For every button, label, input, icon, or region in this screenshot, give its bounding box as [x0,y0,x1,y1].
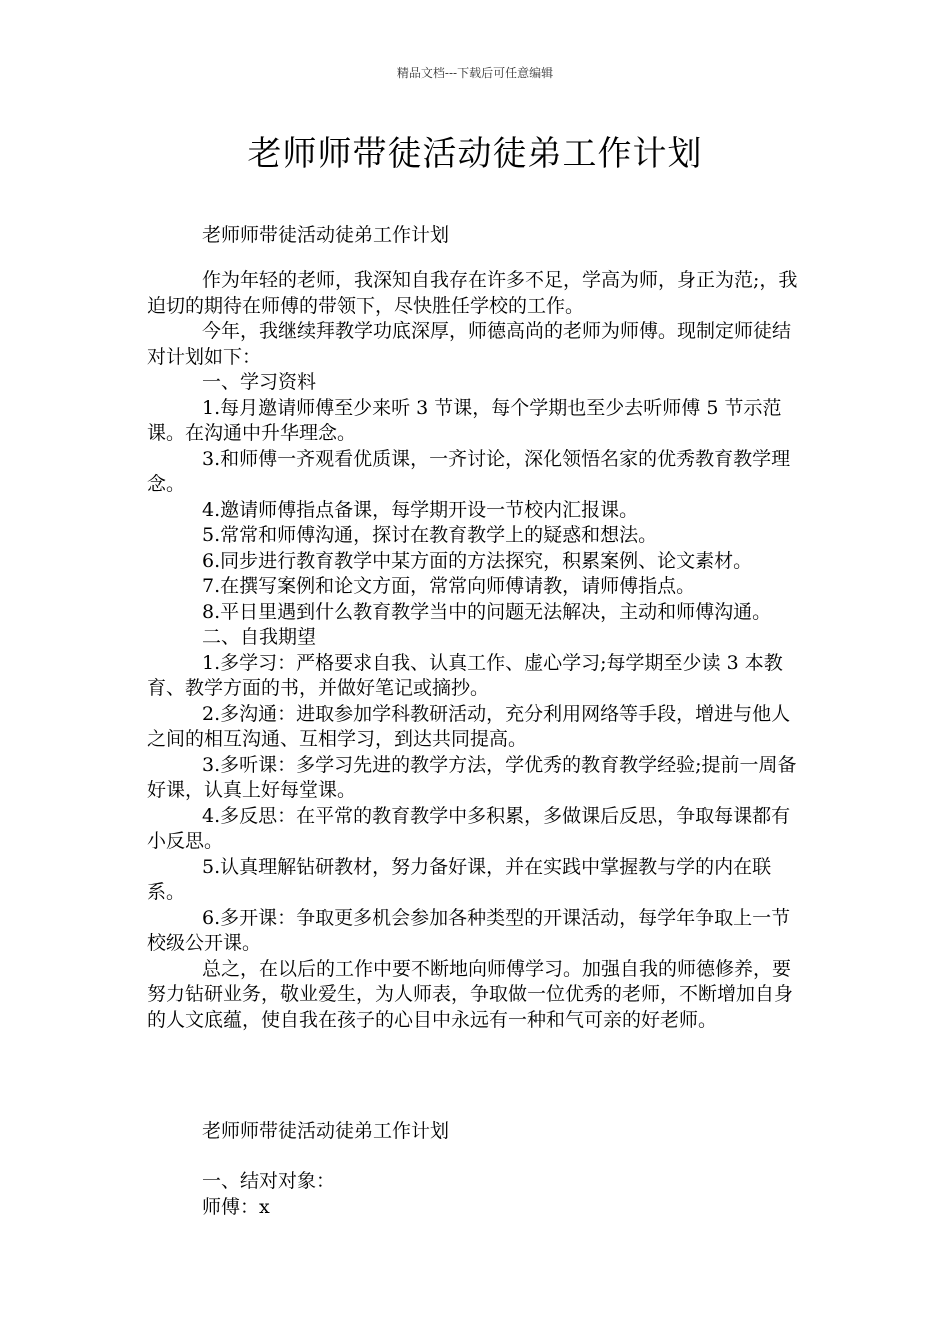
header-note: 精品文档---下载后可任意编辑 [396,66,554,80]
list-item: 1.多学习：严格要求自我、认真工作、虚心学习;每学期至少读 3 本教育、教学方面的书，并做好笔记或摘抄。 [147,651,783,699]
list-item: 6.多开课：争取更多机会参加各种类型的开课活动，每学年争取上一节校级公开课。 [147,906,791,954]
list-item: 5.认真理解钻研教材，努力备好课，并在实践中掌握教与学的内在联系。 [147,855,772,903]
list-item: 4.邀请师傅指点备课，每学期开设一节校内汇报课。 [202,498,639,521]
section-heading: 一、学习资料 [202,371,317,393]
section1-subtitle-block [147,223,807,249]
section2-subtitle: 老师师带徒活动徒弟工作计划 [202,1120,450,1142]
paragraph: 作为年轻的老师，我深知自我存在许多不足，学高为师，身正为范;，我迫切的期待在师傅的带领下，尽快胜任学校的工作。 [147,269,798,317]
list-item: 5.常常和师傅沟通，探讨在教育教学上的疑惑和想法。 [202,524,658,546]
paragraph: 今年，我继续拜教学功底深厚，师德高尚的老师为师傅。现制定师徒结对计划如下： [147,320,792,368]
section2-subtitle-block [147,1119,807,1145]
conclusion-paragraph: 总之，在以后的工作中要不断地向师傅学习。加强自我的师德修养，要努力钻研业务，敬业爱生，为人师表，争取做一位优秀的老师，不断增加自身的人文底蕴，使自我在孩子的心目中永远有一种和气可亲的好老师。 [147,957,794,1031]
list-item: 3.和师傅一齐观看优质课，一齐讨论，深化领悟名家的优秀教育教学理念。 [147,447,791,495]
section1-body [147,268,807,1033]
list-item: 4.多反思：在平常的教育教学中多积累，多做课后反思，争取每课都有小反思。 [147,804,791,852]
page-title: 老师师带徒活动徒弟工作计划 [247,134,703,174]
section-heading: 一、结对对象： [202,1170,336,1192]
list-item: 1.每月邀请师傅至少来听 3 节课，每个学期也至少去听师傅 5 节示范课。在沟通中升华理念。 [147,396,782,444]
paragraph: 师傅：x [202,1195,270,1218]
section-heading: 二、自我期望 [202,626,317,648]
section2-body [147,1169,807,1220]
list-item: 8.平日里遇到什么教育教学当中的问题无法解决，主动和师傅沟通。 [202,600,772,623]
section1-subtitle: 老师师带徒活动徒弟工作计划 [202,224,450,246]
list-item: 7.在撰写案例和论文方面，常常向师傅请教，请师傅指点。 [202,575,696,597]
list-item: 2.多沟通：进取参加学科教研活动，充分利用网络等手段，增进与他人之间的相互沟通、互相学习，到达共同提高。 [147,702,791,750]
list-item: 3.多听课：多学习先进的教学方法，学优秀的教育教学经验;提前一周备好课，认真上好每堂课。 [147,753,797,801]
list-item: 6.同步进行教育教学中某方面的方法探究，积累案例、论文素材。 [202,549,753,572]
